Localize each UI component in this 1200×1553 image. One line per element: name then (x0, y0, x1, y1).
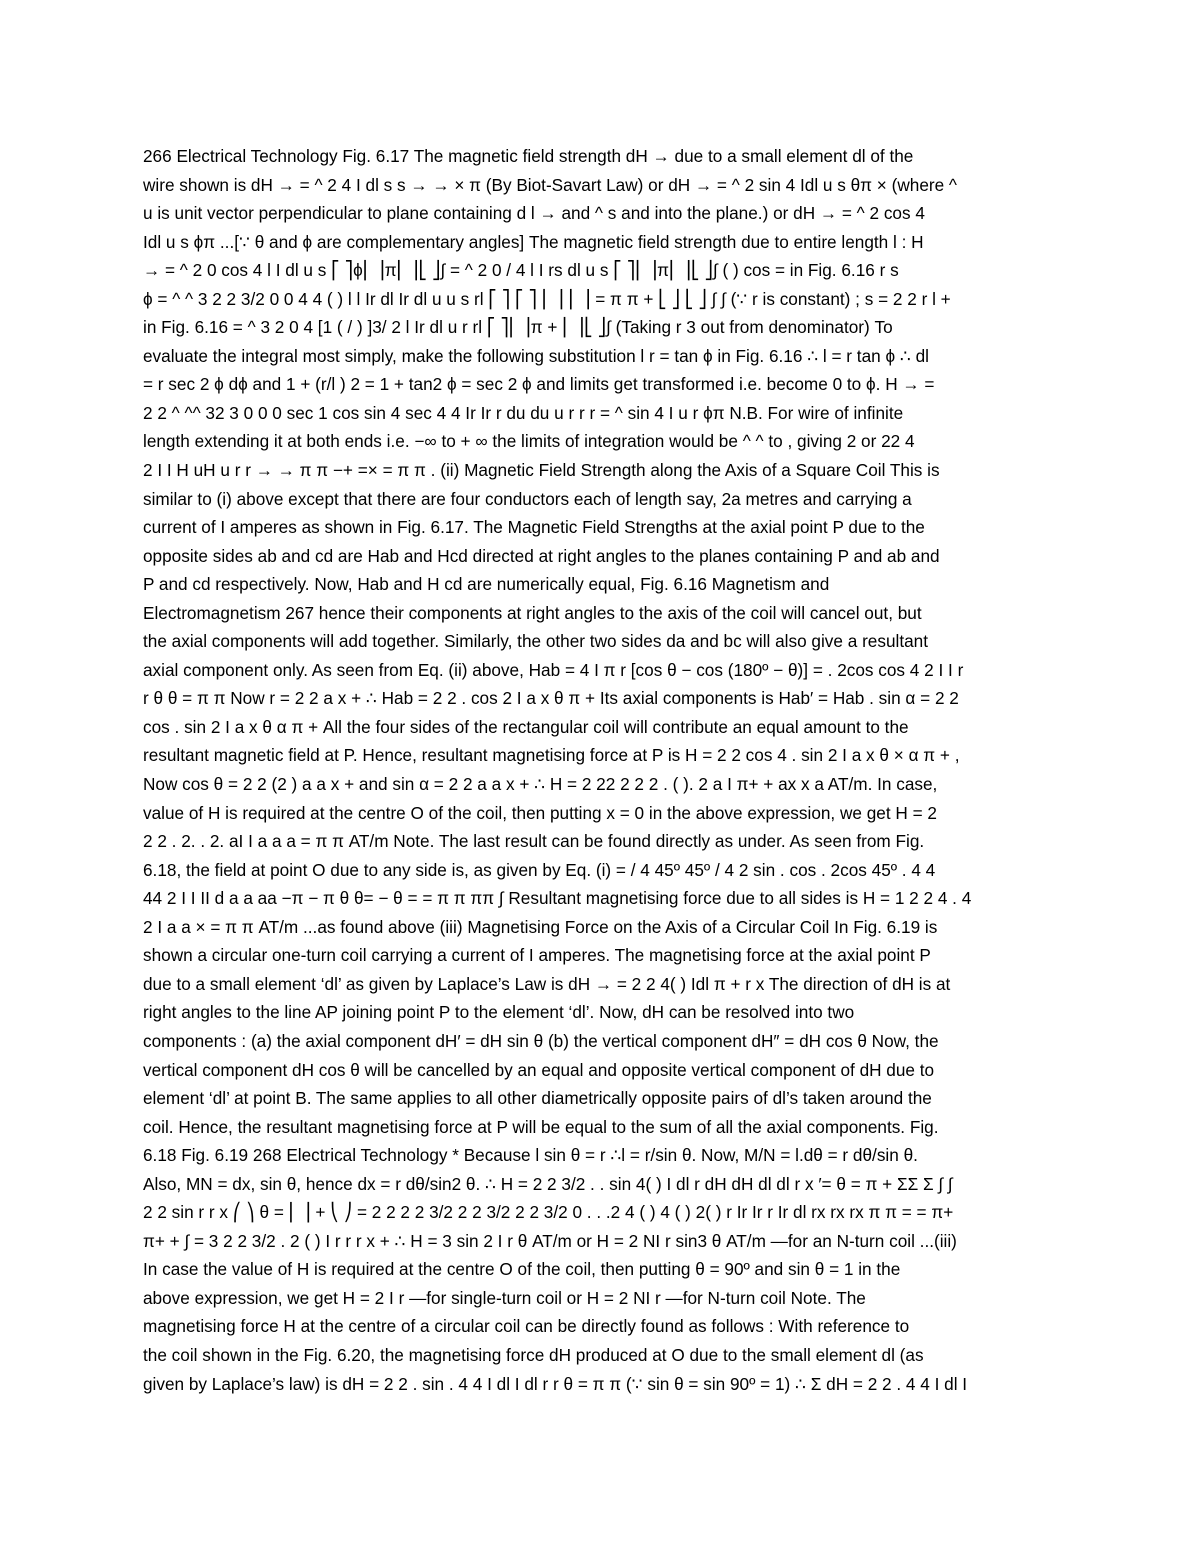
text-line: u is unit vector perpendicular to plane containing d l → and ^ s and into the plane.) or dH → = ^ 2 cos 4 (143, 203, 925, 224)
text-line: 266 Electrical Technology Fig. 6.17 The magnetic field strength dH → due to a small element dl of the (143, 146, 914, 166)
text-line: components : (a) the axial component dH′ = dH sin θ (b) the vertical component dH″ = dH cos θ Now, the (143, 1030, 939, 1051)
text-line: 2 2 ^ ^^ 32 3 0 0 0 sec 1 cos sin 4 sec 4 4 Ir Ir r du du u r r r = ^ sin 4 I u r ϕπ N.B. For wire of infinite (143, 402, 904, 423)
text-line: the coil shown in the Fig. 6.20, the magnetising force dH produced at O due to the small element dl (as (143, 1344, 924, 1365)
text-line: r θ θ = π π Now r = 2 2 a x + ∴ Hab = 2 2 . cos 2 I a x θ π + Its axial components is Hab′ = Hab . sin α = 2 2 (143, 688, 959, 709)
text-line: value of H is required at the centre O of the coil, then putting x = 0 in the above expression, we get H = 2 (143, 802, 937, 823)
text-line: resultant magnetic field at P. Hence, resultant magnetising force at P is H = 2 2 cos 4 . sin 2 I a x θ × α π + , (143, 745, 960, 766)
text-line: In case the value of H is required at the centre O of the coil, then putting θ = 90º and sin θ = 1 in the (143, 1259, 901, 1280)
text-line: given by Laplace’s law) is dH = 2 2 . sin . 4 4 I dl I dl r r θ = π π (∵ sin θ = sin 90º = 1) ∴ Σ dH = 2 2 . 4 4 I dl I (143, 1373, 968, 1394)
text-line: 6.18, the field at point O due to any side is, as given by Eq. (i) = / 4 45º 45º / 4 2 sin . cos . 2cos 45º . 4 4 (143, 859, 936, 880)
text-line: evaluate the integral most simply, make the following substitution l r = tan ϕ in Fig. 6.16 ∴ l = r tan ϕ ∴ dl (143, 345, 929, 366)
text-line: = r sec 2 ϕ dϕ and 1 + (r/l ) 2 = 1 + tan2 ϕ = sec 2 ϕ and limits get transformed i.e. become 0 to ϕ. H → = (143, 374, 935, 395)
text-line: 2 I I H uH u r r → → π π −+ =× = π π . (ii) Magnetic Field Strength along the Axis of a Square Coil This is (143, 460, 940, 481)
text-line: P and cd respectively. Now, Hab and H cd are numerically equal, Fig. 6.16 Magnetism and (143, 574, 830, 595)
text-line: 6.18 Fig. 6.19 268 Electrical Technology * Because l sin θ = r ∴l = r/sin θ. Now, M/N = l.dθ = r dθ/sin θ. (143, 1145, 918, 1166)
text-line: coil. Hence, the resultant magnetising force at P will be equal to the sum of all the axial components. Fig. (143, 1116, 939, 1137)
text-line: right angles to the line AP joining point P to the element ‘dl’. Now, dH can be resolved into two (143, 1002, 855, 1023)
text-line: 2 2 sin r r x ⎛ ⎞ θ = ⎜ ⎟ + ⎝ ⎠ = 2 2 2 2 3/2 2 2 3/2 2 2 3/2 0 . . .2 4 ( ) 4 ( ) 2( ) r Ir Ir r Ir dl rx rx rx π π = = π+ (143, 1202, 954, 1223)
text-line: axial component only. As seen from Eq. (ii) above, Hab = 4 I π r [cos θ − cos (180º − θ)] = . 2cos cos 4 2 I I r (143, 659, 964, 680)
text-line: π+ + ∫ = 3 2 2 3/2 . 2 ( ) I r r r x + ∴ H = 3 sin 2 I r θ AT/m or H = 2 NI r sin3 θ AT/m —for an N-turn coil ...(iii) (143, 1230, 957, 1251)
text-line: 44 2 I I II d a a aa −π − π θ θ= − θ = = π π ππ ∫ Resultant magnetising force due to all sides is H = 1 2 2 4 . 4 (143, 888, 972, 909)
text-line: Idl u s ϕπ ...[∵ θ and ϕ are complementary angles] The magnetic field strength due to entire length l : H (143, 231, 924, 252)
text-line: above expression, we get H = 2 I r —for single-turn coil or H = 2 NI r —for N-turn coil Note. The (143, 1287, 866, 1308)
body-text (143, 142, 1063, 1398)
text-line: 2 I a a × = π π AT/m ...as found above (iii) Magnetising Force on the Axis of a Circular Coil In Fig. 6.19 is (143, 916, 938, 937)
text-line: element ‘dl’ at point B. The same applies to all other diametrically opposite pairs of dl’s taken around the (143, 1088, 932, 1109)
text-line: Also, MN = dx, sin θ, hence dx = r dθ/sin2 θ. ∴ H = 2 2 3/2 . . sin 4( ) I dl r dH dH dl dl r x ′= θ = π + ΣΣ Σ ∫ ∫ (143, 1173, 953, 1194)
text-line: → = ^ 2 0 cos 4 l I dl u s ⎡ ⎤ϕ⎢ ⎥π⎢ ⎥⎣ ⎦∫ = ^ 2 0 / 4 l I rs dl u s ⎡ ⎤⎢ ⎥π⎢ ⎥⎣ ⎦∫ ( ) cos = in Fig. 6.16 r s (143, 260, 899, 281)
text-line: magnetising force H at the centre of a circular coil can be directly found as follows : With reference to (143, 1316, 910, 1337)
text-line: length extending it at both ends i.e. −∞ to + ∞ the limits of integration would be ^ ^ to , giving 2 or 22 4 (143, 431, 915, 452)
text-line: 2 2 . 2. . 2. aI I a a a = π π AT/m Note. The last result can be found directly as under. As seen from Fig. (143, 831, 925, 852)
text-line: due to a small element ‘dl’ as given by Laplace’s Law is dH → = 2 2 4( ) Idl π + r x The direction of dH is at (143, 973, 951, 994)
text-line: current of I amperes as shown in Fig. 6.17. The Magnetic Field Strengths at the axial point P due to the (143, 517, 925, 538)
text-line: Electromagnetism 267 hence their components at right angles to the axis of the coil will cancel out, but (143, 602, 922, 623)
text-line: the axial components will add together. Similarly, the other two sides da and bc will also give a resultant (143, 631, 928, 652)
text-line: shown a circular one-turn coil carrying a current of I amperes. The magnetising force at the axial point P (143, 945, 931, 966)
text-line: opposite sides ab and cd are Hab and Hcd directed at right angles to the planes containing P and ab and (143, 545, 940, 566)
text-line: ϕ = ^ ^ 3 2 2 3/2 0 0 4 4 ( ) l l Ir dl Ir dl u u s rl ⎡ ⎤ ⎡ ⎤ ⎢ ⎥ ⎢ ⎥ = π π + ⎣ ⎦ ⎣ ⎦ ∫ ∫ (∵ r is constant) ; s = 2 2 r l + (143, 288, 951, 309)
text-line: wire shown is dH → = ^ 2 4 I dl s s → → × π (By Biot-Savart Law) or dH → = ^ 2 sin 4 Idl u s θπ × (where ^ (143, 174, 957, 195)
text-line: Now cos θ = 2 2 (2 ) a a x + and sin α = 2 2 a a x + ∴ H = 2 22 2 2 2 . ( ). 2 a I π+ + ax x a AT/m. In case, (143, 774, 938, 795)
text-line: vertical component dH cos θ will be cancelled by an equal and opposite vertical component of dH due to (143, 1059, 935, 1080)
text-line: similar to (i) above except that there are four conductors each of length say, 2a metres and carrying a (143, 488, 912, 509)
text-line: cos . sin 2 I a x θ α π + All the four sides of the rectangular coil will contribute an equal amount to the (143, 716, 909, 737)
text-line: in Fig. 6.16 = ^ 3 2 0 4 [1 ( / ) ]3/ 2 l Ir dl u r rl ⎡ ⎤⎢ ⎥π + ⎢ ⎥⎣ ⎦∫ (Taking r 3 out from denominator) To (143, 317, 893, 338)
